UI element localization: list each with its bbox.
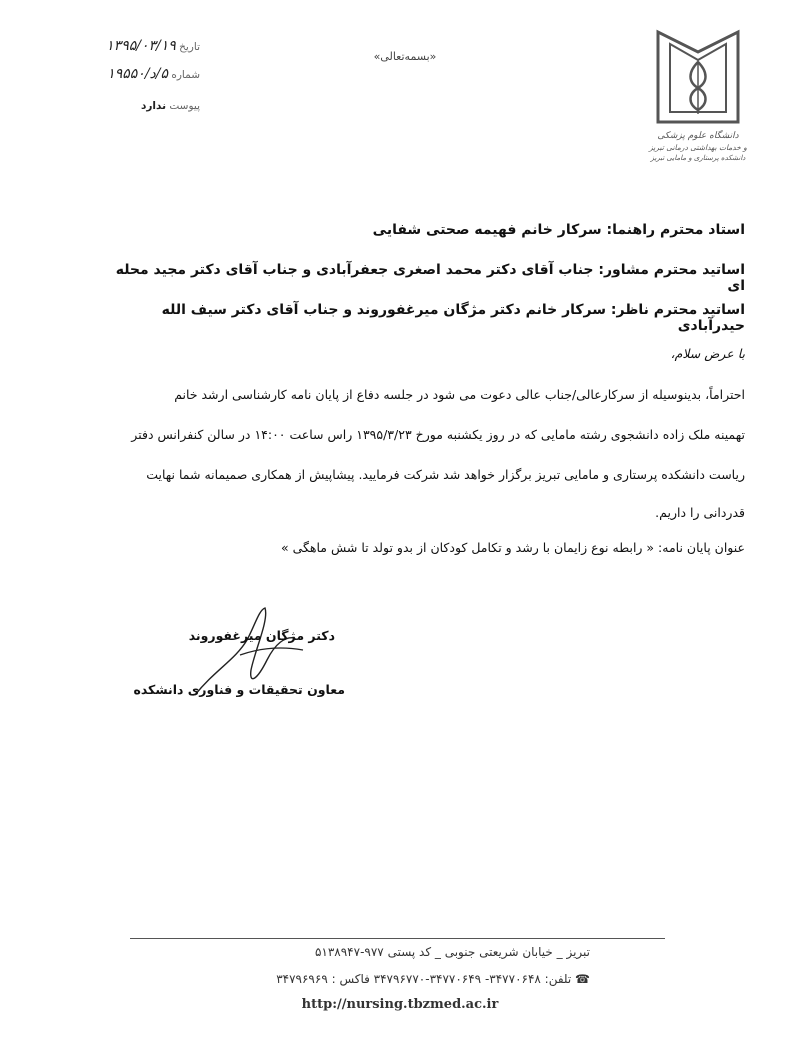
number-label: شماره: [171, 69, 200, 81]
signer-name: دکتر مژگان میرغفوروند: [188, 628, 335, 643]
greeting: با عرض سلام،: [670, 346, 745, 361]
date-value: ۱۳۹۵/۰۳/۱۹: [106, 38, 176, 54]
recipient-consultants: اساتید محترم مشاور: جناب آقای دکتر محمد اصغری جعفرآبادی و جناب آقای دکتر مجید محله ای: [115, 262, 745, 294]
university-logo: [648, 22, 748, 182]
signer-position: معاون تحقیقات و فناوری دانشکده: [133, 682, 345, 697]
date-row: [92, 38, 200, 54]
footer-address: تبریز _ خیابان شریعتی جنوبی _ کد پستی ۹۷۷-۵۱۳۸۹۴۷: [314, 945, 590, 959]
body-line-1: احتراماً، بدینوسیله از سرکارعالی/جناب عالی دعوت می شود در جلسه دفاع از پایان نامه کارشناسی ارشد خانم: [174, 387, 745, 402]
phone-icon: ☎: [575, 972, 590, 986]
footer-website-link[interactable]: http://nursing.tbzmed.ac.ir: [301, 997, 499, 1012]
logo-text-line2: و خدمات بهداشتی درمانی تبریز: [649, 143, 747, 152]
logo-emblem-icon: [648, 22, 748, 127]
recipient-advisor: استاد محترم راهنما: سرکار خانم فهیمه صحتی شفایی: [372, 222, 745, 238]
logo-text-line3: دانشکده پرستاری و مامایی تبریز: [650, 154, 746, 162]
thesis-title: عنوان پایان نامه: « رابطه نوع زایمان با رشد و تکامل کودکان از بدو تولد تا شش ماهگی »: [280, 540, 745, 555]
footer-phone-fax: [180, 972, 590, 986]
logo-text-line1: دانشگاه علوم پزشکی: [657, 131, 739, 141]
attachment-label: پیوست: [169, 100, 200, 112]
footer-phone-text: تلفن: ۳۴۷۷۰۶۴۸- ۳۴۷۷۰۶۴۹-۳۴۷۹۶۷۷۰ فاکس : ۳۴۷۹۶۹۶۹: [276, 972, 572, 986]
footer-divider: [130, 938, 665, 939]
number-value: ۵/د/۱۹۵۵۰: [107, 66, 169, 82]
recipient-examiners: اساتید محترم ناظر: سرکار خانم دکتر مژگان میرغفوروند و جناب آقای دکتر سیف الله حیدرآبادی: [161, 302, 745, 334]
date-label: تاریخ: [179, 41, 200, 53]
body-line-4: قدردانی را داریم.: [655, 505, 745, 520]
attachment-row: [92, 100, 200, 112]
body-line-2: تهمینه ملک زاده دانشجوی رشته مامایی که در روز یکشنبه مورخ ۱۳۹۵/۳/۲۳ راس ساعت ۱۴:۰۰ در سالن کنفرانس دفتر: [131, 427, 745, 442]
number-row: [92, 66, 200, 82]
bismillah: «بسمه‌تعالی»: [373, 50, 437, 63]
attachment-value: ندارد: [140, 100, 167, 112]
body-line-3: ریاست دانشکده پرستاری و مامایی تبریز برگزار خواهد شد شرکت فرمایید. پیشاپیش از همکاری صمیمانه شما نهایت: [146, 467, 745, 482]
